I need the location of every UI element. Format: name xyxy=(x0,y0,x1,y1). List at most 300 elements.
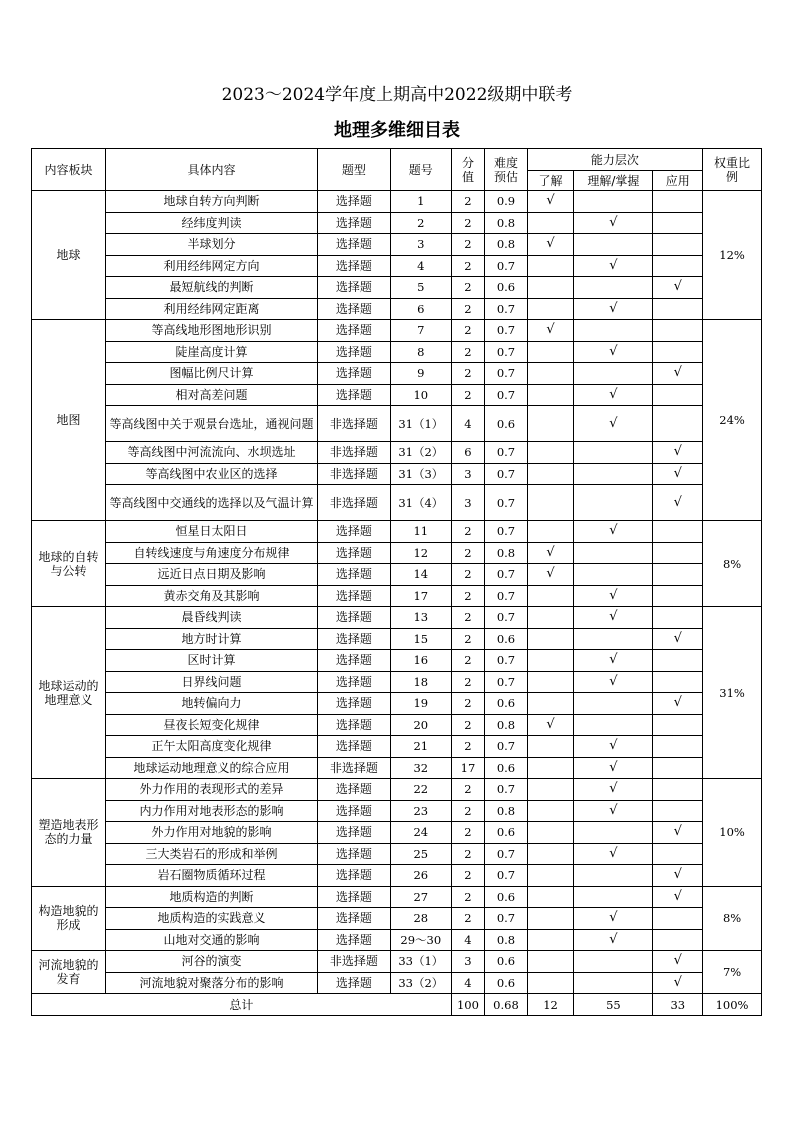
ability-level-2-cell: √ xyxy=(653,951,703,973)
table-row xyxy=(32,406,762,442)
question-type-cell: 选择题 xyxy=(317,822,390,844)
ability-level-0-cell xyxy=(527,363,574,385)
score-cell: 3 xyxy=(451,951,484,973)
table-body xyxy=(32,191,762,994)
ability-level-1-cell: √ xyxy=(574,298,653,320)
table-row xyxy=(32,463,762,485)
ability-level-2-cell: √ xyxy=(653,363,703,385)
content-cell: 恒星日太阳日 xyxy=(106,521,318,543)
ability-level-0-cell xyxy=(527,886,574,908)
score-cell: 2 xyxy=(451,384,484,406)
score-cell: 2 xyxy=(451,822,484,844)
question-type-cell: 选择题 xyxy=(317,671,390,693)
ability-level-2-cell xyxy=(653,650,703,672)
question-type-cell: 非选择题 xyxy=(317,442,390,464)
question-number-cell: 8 xyxy=(390,341,451,363)
question-number-cell: 14 xyxy=(390,564,451,586)
score-cell: 3 xyxy=(451,463,484,485)
difficulty-cell: 0.7 xyxy=(485,341,528,363)
difficulty-cell: 0.7 xyxy=(485,843,528,865)
header-score: 分值 xyxy=(451,149,484,191)
content-cell: 陡崖高度计算 xyxy=(106,341,318,363)
question-type-cell: 选择题 xyxy=(317,363,390,385)
ability-level-0-cell xyxy=(527,255,574,277)
table-row xyxy=(32,929,762,951)
difficulty-cell: 0.8 xyxy=(485,542,528,564)
score-cell: 4 xyxy=(451,972,484,994)
content-cell: 地质构造的实践意义 xyxy=(106,908,318,930)
question-number-cell: 9 xyxy=(390,363,451,385)
question-number-cell: 26 xyxy=(390,865,451,887)
content-cell: 昼夜长短变化规律 xyxy=(106,714,318,736)
ability-level-0-cell xyxy=(527,585,574,607)
ability-level-2-cell xyxy=(653,843,703,865)
table-row xyxy=(32,908,762,930)
ability-level-0-cell: √ xyxy=(527,542,574,564)
section-weight: 8% xyxy=(703,521,762,607)
question-number-cell: 33（2） xyxy=(390,972,451,994)
ability-level-1-cell xyxy=(574,463,653,485)
ability-level-0-cell xyxy=(527,843,574,865)
ability-level-0-cell xyxy=(527,341,574,363)
table-row xyxy=(32,693,762,715)
question-type-cell: 非选择题 xyxy=(317,757,390,779)
content-cell: 最短航线的判断 xyxy=(106,277,318,299)
ability-level-1-cell xyxy=(574,234,653,256)
specification-table xyxy=(31,148,762,1016)
question-number-cell: 17 xyxy=(390,585,451,607)
ability-level-0-cell xyxy=(527,865,574,887)
question-type-cell: 选择题 xyxy=(317,886,390,908)
score-cell: 2 xyxy=(451,255,484,277)
question-number-cell: 22 xyxy=(390,779,451,801)
question-type-cell: 选择题 xyxy=(317,298,390,320)
ability-level-0-cell xyxy=(527,406,574,442)
question-type-cell: 非选择题 xyxy=(317,463,390,485)
ability-level-1-cell xyxy=(574,277,653,299)
question-type-cell: 非选择题 xyxy=(317,951,390,973)
content-cell: 地质构造的判断 xyxy=(106,886,318,908)
question-type-cell: 选择题 xyxy=(317,341,390,363)
question-number-cell: 15 xyxy=(390,628,451,650)
ability-level-0-cell: √ xyxy=(527,714,574,736)
content-cell: 晨昏线判读 xyxy=(106,607,318,629)
difficulty-cell: 0.7 xyxy=(485,908,528,930)
ability-level-2-cell: √ xyxy=(653,693,703,715)
ability-level-0-cell xyxy=(527,693,574,715)
ability-level-2-cell: √ xyxy=(653,442,703,464)
table-row xyxy=(32,485,762,521)
table-row xyxy=(32,191,762,213)
ability-level-1-cell: √ xyxy=(574,384,653,406)
difficulty-cell: 0.7 xyxy=(485,485,528,521)
content-cell: 外力作用对地貌的影响 xyxy=(106,822,318,844)
score-cell: 2 xyxy=(451,607,484,629)
ability-level-2-cell xyxy=(653,341,703,363)
ability-level-1-cell: √ xyxy=(574,843,653,865)
ability-level-0-cell xyxy=(527,736,574,758)
score-cell: 2 xyxy=(451,521,484,543)
section-weight: 10% xyxy=(703,779,762,887)
header-section: 内容板块 xyxy=(32,149,106,191)
ability-level-2-cell xyxy=(653,929,703,951)
ability-level-1-cell: √ xyxy=(574,908,653,930)
question-number-cell: 28 xyxy=(390,908,451,930)
ability-level-2-cell xyxy=(653,585,703,607)
total-difficulty: 0.68 xyxy=(485,994,528,1016)
ability-level-1-cell: √ xyxy=(574,671,653,693)
difficulty-cell: 0.6 xyxy=(485,277,528,299)
question-number-cell: 31（4） xyxy=(390,485,451,521)
difficulty-cell: 0.8 xyxy=(485,234,528,256)
table-row xyxy=(32,320,762,342)
ability-level-2-cell xyxy=(653,908,703,930)
section-weight: 24% xyxy=(703,320,762,521)
question-type-cell: 选择题 xyxy=(317,736,390,758)
score-cell: 2 xyxy=(451,564,484,586)
ability-level-0-cell: √ xyxy=(527,191,574,213)
difficulty-cell: 0.7 xyxy=(485,442,528,464)
table-row xyxy=(32,298,762,320)
difficulty-cell: 0.7 xyxy=(485,363,528,385)
question-number-cell: 5 xyxy=(390,277,451,299)
ability-level-2-cell xyxy=(653,779,703,801)
ability-level-2-cell xyxy=(653,406,703,442)
table-row xyxy=(32,843,762,865)
ability-level-1-cell: √ xyxy=(574,585,653,607)
question-type-cell: 选择题 xyxy=(317,277,390,299)
table-row xyxy=(32,865,762,887)
ability-level-1-cell: √ xyxy=(574,779,653,801)
header-content: 具体内容 xyxy=(106,149,318,191)
score-cell: 4 xyxy=(451,929,484,951)
table-row xyxy=(32,607,762,629)
score-cell: 2 xyxy=(451,628,484,650)
question-type-cell: 非选择题 xyxy=(317,485,390,521)
score-cell: 2 xyxy=(451,650,484,672)
difficulty-cell: 0.7 xyxy=(485,463,528,485)
ability-level-1-cell xyxy=(574,886,653,908)
section-weight: 31% xyxy=(703,607,762,779)
score-cell: 2 xyxy=(451,363,484,385)
ability-level-0-cell xyxy=(527,463,574,485)
ability-level-1-cell xyxy=(574,628,653,650)
question-type-cell: 选择题 xyxy=(317,972,390,994)
content-cell: 图幅比例尺计算 xyxy=(106,363,318,385)
question-type-cell: 选择题 xyxy=(317,693,390,715)
question-number-cell: 31（1） xyxy=(390,406,451,442)
ability-level-2-cell: √ xyxy=(653,865,703,887)
ability-level-0-cell xyxy=(527,908,574,930)
section-name: 地球 xyxy=(32,191,106,320)
content-cell: 日界线问题 xyxy=(106,671,318,693)
content-cell: 河流地貌对聚落分布的影响 xyxy=(106,972,318,994)
question-number-cell: 4 xyxy=(390,255,451,277)
content-cell: 内力作用对地表形态的影响 xyxy=(106,800,318,822)
difficulty-cell: 0.8 xyxy=(485,212,528,234)
question-type-cell: 选择题 xyxy=(317,800,390,822)
content-cell: 相对高差问题 xyxy=(106,384,318,406)
ability-level-1-cell: √ xyxy=(574,255,653,277)
question-number-cell: 25 xyxy=(390,843,451,865)
table-row xyxy=(32,341,762,363)
score-cell: 2 xyxy=(451,191,484,213)
table-row xyxy=(32,628,762,650)
content-cell: 利用经纬网定方向 xyxy=(106,255,318,277)
question-type-cell: 选择题 xyxy=(317,521,390,543)
ability-level-0-cell xyxy=(527,384,574,406)
difficulty-cell: 0.7 xyxy=(485,585,528,607)
difficulty-cell: 0.7 xyxy=(485,521,528,543)
ability-level-1-cell xyxy=(574,191,653,213)
content-cell: 外力作用的表现形式的差异 xyxy=(106,779,318,801)
ability-level-2-cell xyxy=(653,212,703,234)
question-type-cell: 选择题 xyxy=(317,234,390,256)
ability-level-1-cell xyxy=(574,442,653,464)
ability-level-0-cell xyxy=(527,800,574,822)
content-cell: 岩石圈物质循环过程 xyxy=(106,865,318,887)
ability-level-1-cell: √ xyxy=(574,341,653,363)
question-number-cell: 19 xyxy=(390,693,451,715)
difficulty-cell: 0.7 xyxy=(485,650,528,672)
ability-level-1-cell: √ xyxy=(574,736,653,758)
ability-level-0-cell xyxy=(527,521,574,543)
ability-level-1-cell: √ xyxy=(574,212,653,234)
content-cell: 等高线图中关于观景台选址，通视问题 xyxy=(106,406,318,442)
question-type-cell: 选择题 xyxy=(317,585,390,607)
question-number-cell: 2 xyxy=(390,212,451,234)
ability-level-2-cell xyxy=(653,607,703,629)
difficulty-cell: 0.6 xyxy=(485,972,528,994)
table-row xyxy=(32,255,762,277)
ability-level-1-cell xyxy=(574,542,653,564)
ability-level-2-cell xyxy=(653,255,703,277)
question-type-cell: 非选择题 xyxy=(317,406,390,442)
table-row xyxy=(32,671,762,693)
question-type-cell: 选择题 xyxy=(317,628,390,650)
ability-level-1-cell xyxy=(574,822,653,844)
ability-level-2-cell xyxy=(653,298,703,320)
total-weight: 100% xyxy=(703,994,762,1016)
ability-level-2-cell: √ xyxy=(653,485,703,521)
difficulty-cell: 0.6 xyxy=(485,693,528,715)
ability-level-0-cell: √ xyxy=(527,564,574,586)
question-type-cell: 选择题 xyxy=(317,564,390,586)
difficulty-cell: 0.6 xyxy=(485,406,528,442)
question-number-cell: 27 xyxy=(390,886,451,908)
ability-level-0-cell xyxy=(527,671,574,693)
total-score: 100 xyxy=(451,994,484,1016)
content-cell: 山地对交通的影响 xyxy=(106,929,318,951)
ability-level-1-cell xyxy=(574,951,653,973)
question-type-cell: 选择题 xyxy=(317,384,390,406)
question-number-cell: 20 xyxy=(390,714,451,736)
ability-level-1-cell xyxy=(574,972,653,994)
ability-level-2-cell xyxy=(653,757,703,779)
header-level-master: 理解/掌握 xyxy=(574,171,653,191)
section-name: 地图 xyxy=(32,320,106,521)
question-number-cell: 10 xyxy=(390,384,451,406)
section-name: 地球的自转与公转 xyxy=(32,521,106,607)
score-cell: 2 xyxy=(451,234,484,256)
ability-level-0-cell xyxy=(527,650,574,672)
ability-level-1-cell: √ xyxy=(574,800,653,822)
question-number-cell: 24 xyxy=(390,822,451,844)
ability-level-1-cell: √ xyxy=(574,650,653,672)
difficulty-cell: 0.8 xyxy=(485,929,528,951)
difficulty-cell: 0.8 xyxy=(485,800,528,822)
table-row xyxy=(32,564,762,586)
question-number-cell: 7 xyxy=(390,320,451,342)
ability-level-2-cell xyxy=(653,320,703,342)
ability-level-1-cell: √ xyxy=(574,929,653,951)
ability-level-2-cell xyxy=(653,736,703,758)
content-cell: 地转偏向力 xyxy=(106,693,318,715)
header-weight: 权重比例 xyxy=(703,149,762,191)
score-cell: 17 xyxy=(451,757,484,779)
section-name: 塑造地表形态的力量 xyxy=(32,779,106,887)
score-cell: 6 xyxy=(451,442,484,464)
ability-level-0-cell xyxy=(527,822,574,844)
question-type-cell: 选择题 xyxy=(317,779,390,801)
question-number-cell: 13 xyxy=(390,607,451,629)
question-number-cell: 29～30 xyxy=(390,929,451,951)
table-row xyxy=(32,800,762,822)
score-cell: 2 xyxy=(451,341,484,363)
question-number-cell: 33（1） xyxy=(390,951,451,973)
difficulty-cell: 0.7 xyxy=(485,865,528,887)
score-cell: 2 xyxy=(451,320,484,342)
table-row xyxy=(32,384,762,406)
ability-level-0-cell xyxy=(527,757,574,779)
content-cell: 地球自转方向判断 xyxy=(106,191,318,213)
difficulty-cell: 0.7 xyxy=(485,255,528,277)
content-cell: 半球划分 xyxy=(106,234,318,256)
score-cell: 2 xyxy=(451,800,484,822)
ability-level-0-cell xyxy=(527,277,574,299)
content-cell: 经纬度判读 xyxy=(106,212,318,234)
ability-level-2-cell: √ xyxy=(653,277,703,299)
question-number-cell: 21 xyxy=(390,736,451,758)
section-weight: 7% xyxy=(703,951,762,994)
content-cell: 区时计算 xyxy=(106,650,318,672)
score-cell: 2 xyxy=(451,714,484,736)
difficulty-cell: 0.7 xyxy=(485,320,528,342)
question-type-cell: 选择题 xyxy=(317,255,390,277)
total-level-apply: 33 xyxy=(653,994,703,1016)
content-cell: 三大类岩石的形成和举例 xyxy=(106,843,318,865)
score-cell: 2 xyxy=(451,298,484,320)
header-number: 题号 xyxy=(390,149,451,191)
table-row xyxy=(32,650,762,672)
question-type-cell: 选择题 xyxy=(317,320,390,342)
content-cell: 地方时计算 xyxy=(106,628,318,650)
question-type-cell: 选择题 xyxy=(317,607,390,629)
table-row xyxy=(32,757,762,779)
table-row xyxy=(32,585,762,607)
ability-level-0-cell xyxy=(527,607,574,629)
table-row xyxy=(32,521,762,543)
score-cell: 2 xyxy=(451,865,484,887)
difficulty-cell: 0.8 xyxy=(485,714,528,736)
difficulty-cell: 0.6 xyxy=(485,886,528,908)
content-cell: 等高线地形图地形识别 xyxy=(106,320,318,342)
ability-level-0-cell: √ xyxy=(527,234,574,256)
content-cell: 等高线图中交通线的选择以及气温计算 xyxy=(106,485,318,521)
difficulty-cell: 0.9 xyxy=(485,191,528,213)
ability-level-1-cell: √ xyxy=(574,757,653,779)
table-row xyxy=(32,822,762,844)
score-cell: 3 xyxy=(451,485,484,521)
difficulty-cell: 0.7 xyxy=(485,671,528,693)
ability-level-0-cell: √ xyxy=(527,320,574,342)
ability-level-1-cell xyxy=(574,485,653,521)
section-weight: 12% xyxy=(703,191,762,320)
question-number-cell: 31（3） xyxy=(390,463,451,485)
ability-level-2-cell: √ xyxy=(653,822,703,844)
ability-level-1-cell xyxy=(574,865,653,887)
section-name: 构造地貌的形成 xyxy=(32,886,106,951)
score-cell: 2 xyxy=(451,542,484,564)
question-type-cell: 选择题 xyxy=(317,212,390,234)
question-number-cell: 31（2） xyxy=(390,442,451,464)
ability-level-0-cell xyxy=(527,212,574,234)
content-cell: 自转线速度与角速度分布规律 xyxy=(106,542,318,564)
ability-level-1-cell: √ xyxy=(574,521,653,543)
section-name: 地球运动的地理意义 xyxy=(32,607,106,779)
score-cell: 2 xyxy=(451,908,484,930)
question-type-cell: 选择题 xyxy=(317,929,390,951)
content-cell: 黄赤交角及其影响 xyxy=(106,585,318,607)
question-type-cell: 选择题 xyxy=(317,542,390,564)
section-name: 河流地貌的发育 xyxy=(32,951,106,994)
total-level-understand: 12 xyxy=(527,994,574,1016)
question-number-cell: 16 xyxy=(390,650,451,672)
header-level-understand: 了解 xyxy=(527,171,574,191)
score-cell: 2 xyxy=(451,693,484,715)
section-weight: 8% xyxy=(703,886,762,951)
score-cell: 2 xyxy=(451,736,484,758)
ability-level-2-cell xyxy=(653,191,703,213)
table-row xyxy=(32,886,762,908)
header-ability: 能力层次 xyxy=(527,149,702,171)
difficulty-cell: 0.7 xyxy=(485,298,528,320)
question-type-cell: 选择题 xyxy=(317,865,390,887)
question-type-cell: 选择题 xyxy=(317,714,390,736)
header-difficulty: 难度预估 xyxy=(485,149,528,191)
ability-level-0-cell xyxy=(527,929,574,951)
ability-level-2-cell xyxy=(653,521,703,543)
ability-level-1-cell xyxy=(574,320,653,342)
table-row xyxy=(32,736,762,758)
total-row xyxy=(32,994,762,1016)
ability-level-0-cell xyxy=(527,442,574,464)
difficulty-cell: 0.6 xyxy=(485,757,528,779)
table-title: 地理多维细目表 xyxy=(334,120,460,141)
difficulty-cell: 0.7 xyxy=(485,736,528,758)
score-cell: 2 xyxy=(451,671,484,693)
ability-level-0-cell xyxy=(527,951,574,973)
question-number-cell: 11 xyxy=(390,521,451,543)
question-number-cell: 32 xyxy=(390,757,451,779)
score-cell: 2 xyxy=(451,585,484,607)
question-type-cell: 选择题 xyxy=(317,843,390,865)
table-row xyxy=(32,972,762,994)
ability-level-2-cell: √ xyxy=(653,628,703,650)
score-cell: 2 xyxy=(451,843,484,865)
question-number-cell: 6 xyxy=(390,298,451,320)
question-number-cell: 3 xyxy=(390,234,451,256)
